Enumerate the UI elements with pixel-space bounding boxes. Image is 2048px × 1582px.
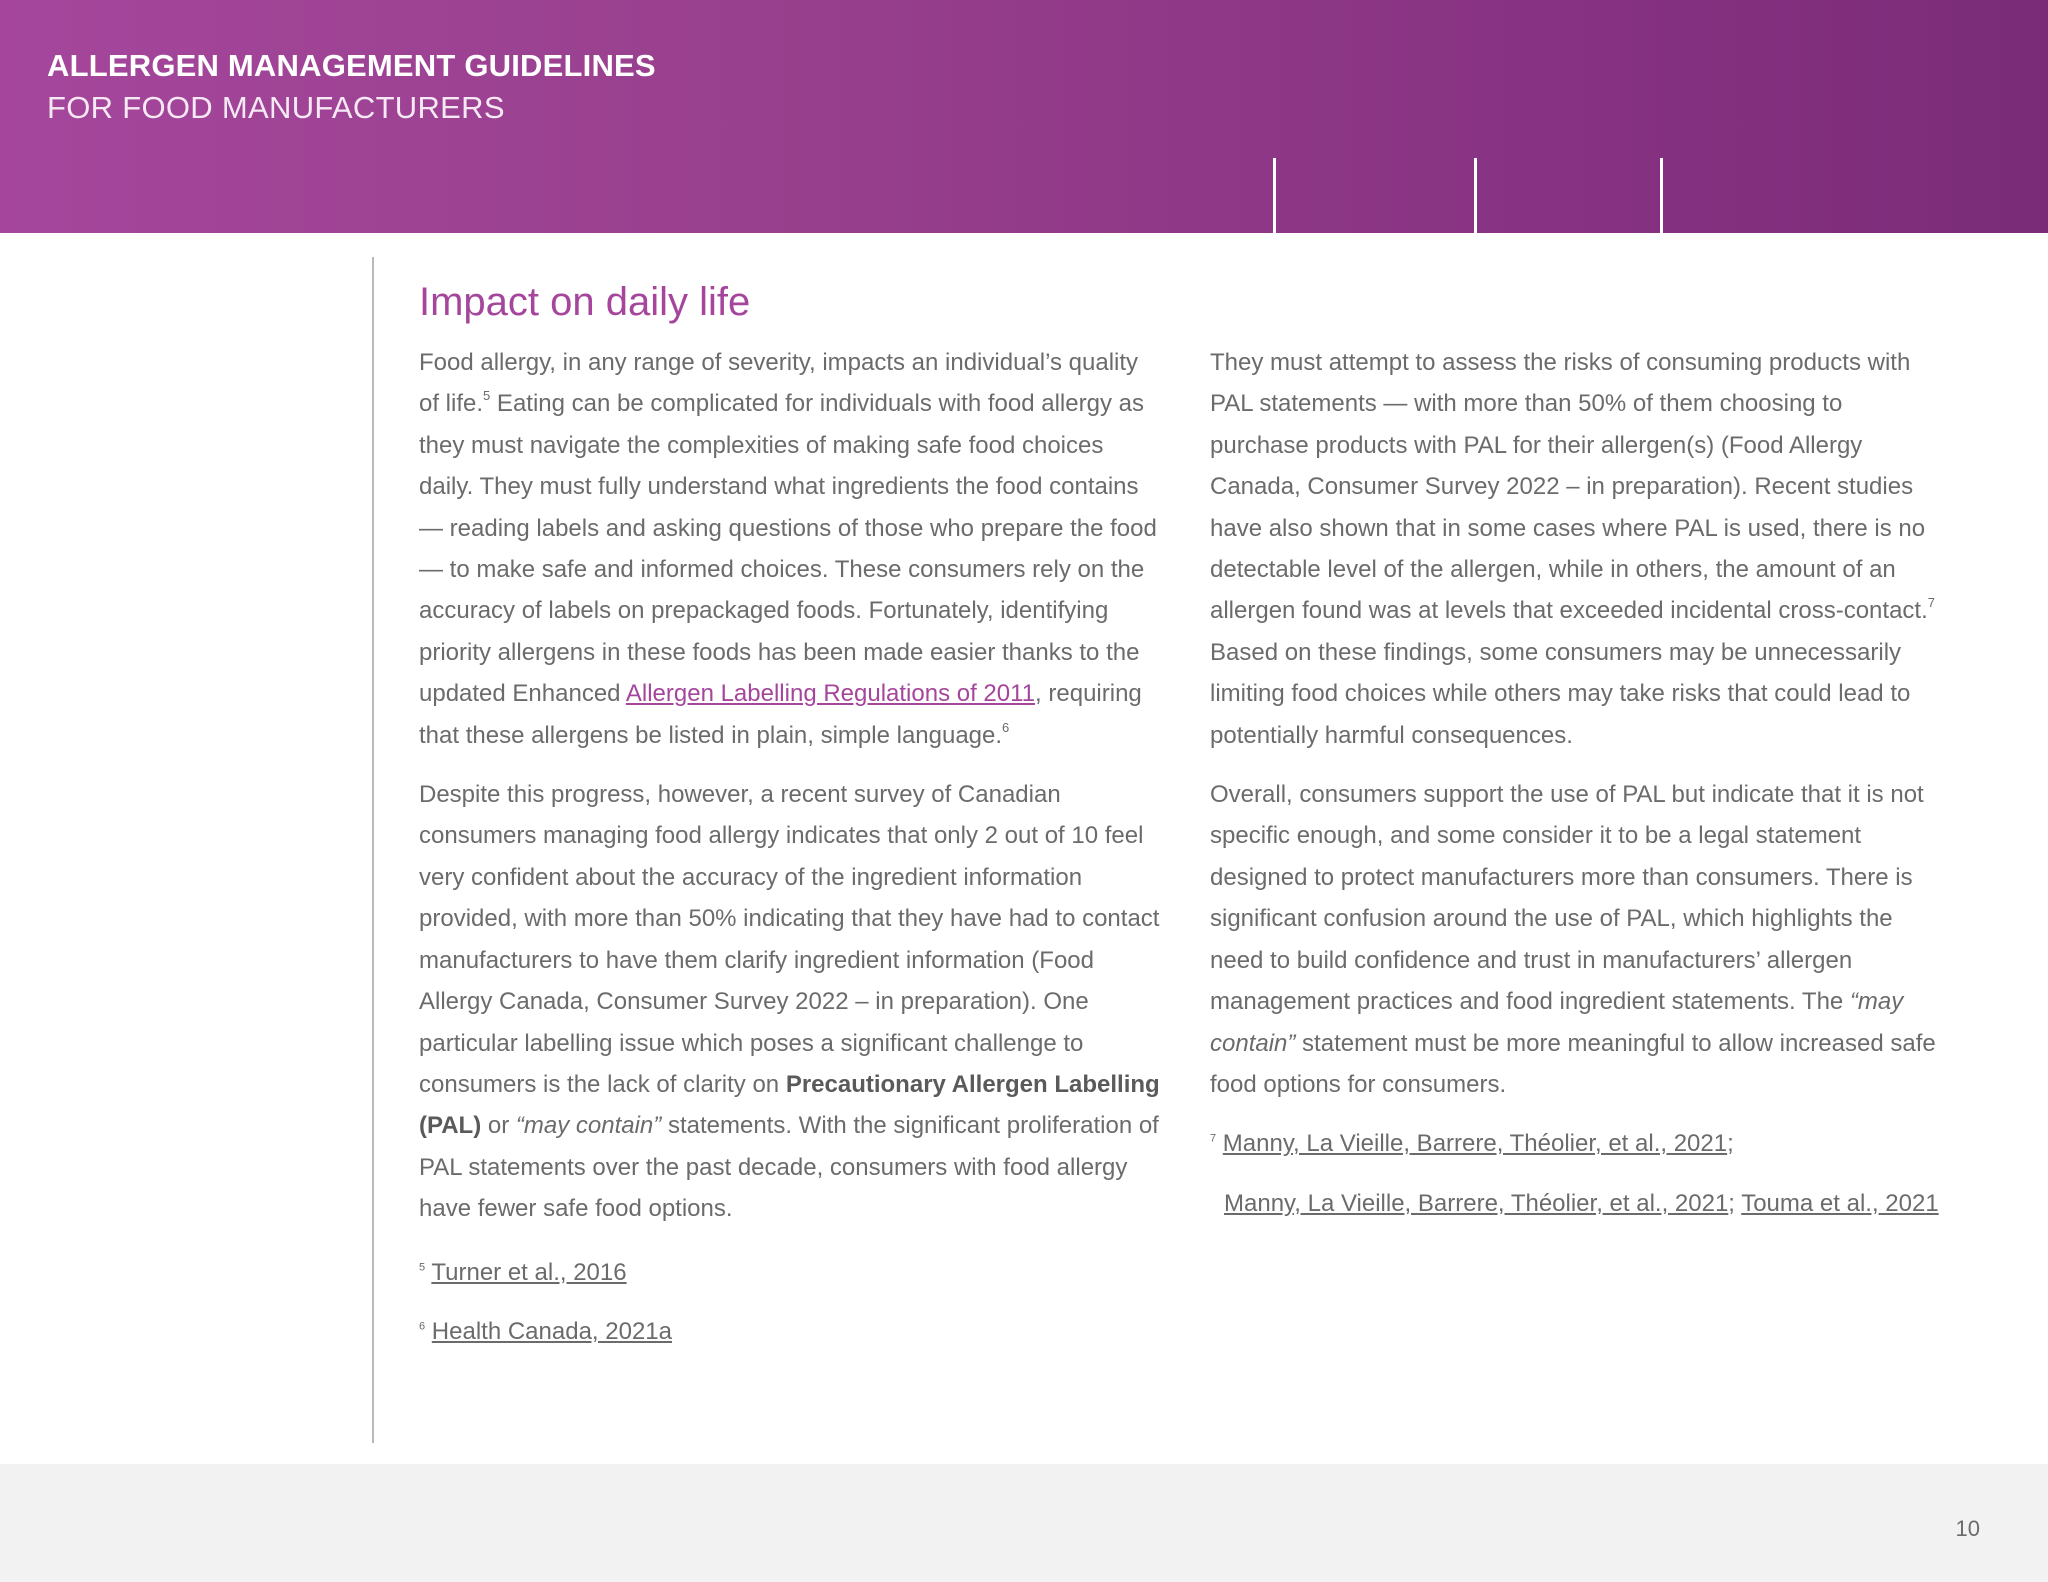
italic-term: “may contain” (515, 1112, 662, 1140)
document-title: ALLERGEN MANAGEMENT GUIDELINES (47, 48, 656, 83)
section-heading: Impact on daily life (419, 280, 751, 324)
text-run: statement must be more meaningful to allow increased safe food options for consumers. (1210, 1029, 1936, 1098)
bold-term: Precautionary Allergen Labelling (PAL) (419, 1070, 1160, 1140)
footnote-number: 6 (419, 1320, 426, 1333)
paragraph (1210, 342, 1945, 756)
text-run: Food allergy, in any range of severity, impacts an individual’s quality of life. (419, 349, 1139, 418)
page-number: 10 (1955, 1516, 1980, 1541)
text-run: Based on these findings, some consumers may be unnecessarily limiting food choices while others may take risks that could lead to potentially harmful consequences. (1210, 638, 1911, 749)
text-run: statements. With the significant proliferation of PAL statements over the past decade, consumers with food allergy have fewer safe food options. (419, 1112, 1159, 1223)
footnote-link[interactable]: Health Canada, 2021a (431, 1317, 672, 1345)
left-column (419, 342, 1164, 1370)
text-run: They must attempt to assess the risks of consuming products with PAL statements — with more than 50% of them choosing to purchase products with PAL for their allergen(s) (Food Allergy Canada, Consumer Survey 2022 – in preparation). Recent studies have also shown that in some cases where PAL is used, there is no detectable level of the allergen, while in others, the amount of an allergen found was at levels that exceeded incidental cross-contact. (1210, 349, 1928, 625)
italic-term: “may contain” (1210, 988, 1904, 1057)
regulations-link[interactable]: Allergen Labelling Regulations of 2011 (625, 680, 1036, 708)
paragraph (419, 774, 1164, 1229)
footnote-number: 7 (1210, 1132, 1217, 1145)
footnotes (1210, 1123, 1945, 1224)
header-banner (0, 0, 2048, 233)
footnote-marker: 7 (1927, 595, 1935, 611)
header-divider-tick (1273, 158, 1276, 233)
separator: ; (1728, 1189, 1742, 1217)
footnote-marker: 5 (483, 388, 491, 404)
paragraph (419, 342, 1164, 756)
document-subtitle: FOR FOOD MANUFACTURERS (47, 90, 505, 125)
footnotes (419, 1252, 1164, 1353)
footnote-link[interactable]: Manny, La Vieille, Barrere, Théolier, et al., 2021 (1224, 1189, 1729, 1217)
text-run: or (481, 1112, 516, 1140)
header-divider-tick (1474, 158, 1477, 233)
footnote-number: 5 (419, 1261, 426, 1274)
footnote-link[interactable]: Manny, La Vieille, Barrere, Théolier, et al., 2021 (1222, 1130, 1728, 1158)
header-divider-tick (1660, 158, 1663, 233)
footnote (1210, 1183, 1945, 1224)
text-run: Despite this progress, however, a recent survey of Canadian consumers managing food allergy indicates that only 2 out of 10 feel very confident about the accuracy of the ingredient information provided, with more than 50% indicating that they have had to contact manufacturers to have them clarify ingredient information (Food Allergy Canada, Consumer Survey 2022 – in preparation). One particular labelling issue which poses a significant challenge to consumers is the lack of clarity on (419, 781, 1160, 1098)
separator: ; (1727, 1130, 1734, 1158)
margin-rule (372, 257, 374, 1443)
text-run: , requiring that these allergens be listed in plain, simple language. (419, 680, 1142, 749)
text-run: Overall, consumers support the use of PAL but indicate that it is not specific enough, and some consider it to be a legal statement designed to protect manufacturers more than consumers. There is significant confusion around the use of PAL, which highlights the need to build confidence and trust in manufacturers’ allergen management practices and food ingredient statements. The (1210, 781, 1924, 1016)
text-run: Eating can be complicated for individuals with food allergy as they must navigate the complexities of making safe food choices daily. They must fully understand what ingredients the food contains — reading labels and asking questions of those who prepare the food — to make safe and informed choices. These consumers rely on the accuracy of labels on prepackaged foods. Fortunately, identifying priority allergens in these foods has been made easier thanks to the updated Enhanced (419, 390, 1157, 708)
footnote (419, 1311, 1164, 1352)
page-footer (0, 1464, 2048, 1582)
footnote-marker: 6 (1002, 719, 1010, 735)
footnote (1210, 1123, 1945, 1164)
paragraph (1210, 774, 1945, 1105)
footnote-link[interactable]: Touma et al., 2021 (1741, 1189, 1939, 1217)
right-column (1210, 342, 1945, 1242)
footnote (419, 1252, 1164, 1293)
footnote-link[interactable]: Turner et al., 2016 (431, 1258, 627, 1286)
